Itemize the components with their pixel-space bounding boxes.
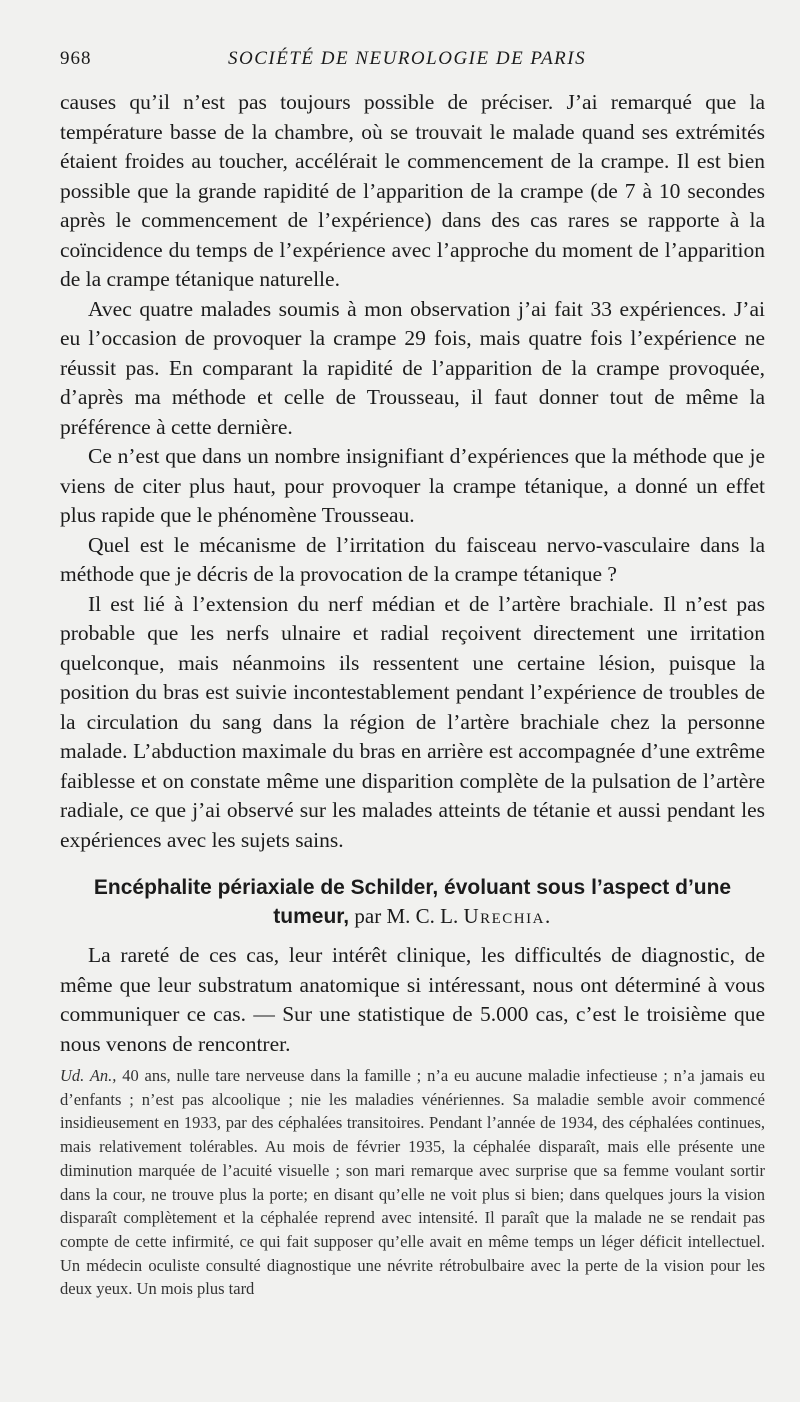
article-byline: par M. C. L. bbox=[354, 904, 459, 928]
page-number: 968 bbox=[60, 48, 92, 69]
article-intro: La rareté de ces cas, leur intérêt clinique, les difficultés de diagnostic, de même que leur substratum anatomique si intéressant, nous ont déterminé à vous communiquer ce cas. — Sur une statistique de 5.000 cas, c’est le troisième que nous venons de rencontrer. bbox=[60, 943, 765, 1056]
case-label: Ud. An., bbox=[60, 1066, 117, 1085]
case-report bbox=[60, 1064, 765, 1301]
paragraph: Ce n’est que dans un nombre insignifiant d’expériences que la méthode que je viens de citer plus haut, pour provoquer la crampe tétanique, a donné un effet plus rapide que le phénomène Trousseau. bbox=[60, 444, 765, 527]
article-title-text: Encéphalite périaxiale de Schilder, évoluant sous l’aspect d’une tumeur, bbox=[93, 876, 732, 928]
paragraph: Il est lié à l’extension du nerf médian et de l’artère brachiale. Il n’est pas probable que les nerfs ulnaire et radial reçoivent directement une irritation quelconque, mais néanmoins ils ressentent une certaine lésion, puisque la position du bras est suivie incontestablement pendant l’expérience de troubles de la circulation du sang dans la région de l’artère brachiale chez la personne malade. L’abduction maximale du bras en arrière est accompagnée d’une extrême faiblesse et on constate même une disparition complète de la pulsation de l’artère radiale, ce que j’ai observé sur les malades atteints de tétanie et aussi pendant les expériences avec les sujets sains. bbox=[60, 591, 765, 852]
article-title bbox=[60, 873, 765, 931]
paragraph: Avec quatre malades soumis à mon observation j’ai fait 33 expériences. J’ai eu l’occasion de provoquer la crampe 29 fois, mais quatre fois l’expérience ne réussit pas. En comparant la rapidité de l’apparition de la crampe provoquée, d’après ma méthode et celle de Trousseau, il faut donner tout de même la préférence à cette dernière. bbox=[60, 296, 765, 439]
running-title: SOCIÉTÉ DE NEUROLOGIE DE PARIS bbox=[228, 48, 587, 69]
case-text: 40 ans, nulle tare nerveuse dans la famille ; n’a eu aucune maladie infectieuse ; n’a jamais eu d’enfants ; n’est pas alcoolique ; nie les maladies vénériennes. Sa maladie semble avoir commencé insidieusement en 1933, par des céphalées transitoires. Pendant l’année de 1934, des céphalées continues, mais relativement tolérables. Au mois de février 1935, la céphalée disparaît, mais elle présente une diminution marquée de l’acuité visuelle ; son mari remarque avec surprise que sa femme voulant sortir dans la cour, ne trouve plus la porte; en disant qu’elle ne voit plus si bien; dans quelques jours la vision disparaît complètement et la céphalée reprend avec intensité. Il paraît que la malade ne se rendait pas compte de cette infirmité, ce qui fait supposer qu’elle avait en même temps un léger déficit intellectuel. Un médecin oculiste consulté diagnostique une névrite rétrobulbaire avec la perte de la vision pour les deux yeux. Un mois plus tard bbox=[60, 1066, 765, 1299]
body-text bbox=[60, 88, 765, 855]
article-author: Urechia. bbox=[463, 904, 552, 928]
paragraph: Quel est le mécanisme de l’irritation du faisceau nervo-vasculaire dans la méthode que je décris de la provocation de la crampe tétanique ? bbox=[60, 532, 765, 586]
paragraph: causes qu’il n’est pas toujours possible de préciser. J’ai remarqué que la température basse de la chambre, où se trouvait le malade quand ses extrémités étaient froides au toucher, accélérait le commencement de la crampe. Il est bien possible que la grande rapidité de l’apparition de la crampe (de 7 à 10 secondes après le commencement de l’expérience) dans des cas rares se rapporte à la coïncidence du temps de l’expérience avec l’approche du moment de l’apparition de la crampe tétanique naturelle. bbox=[60, 90, 765, 291]
